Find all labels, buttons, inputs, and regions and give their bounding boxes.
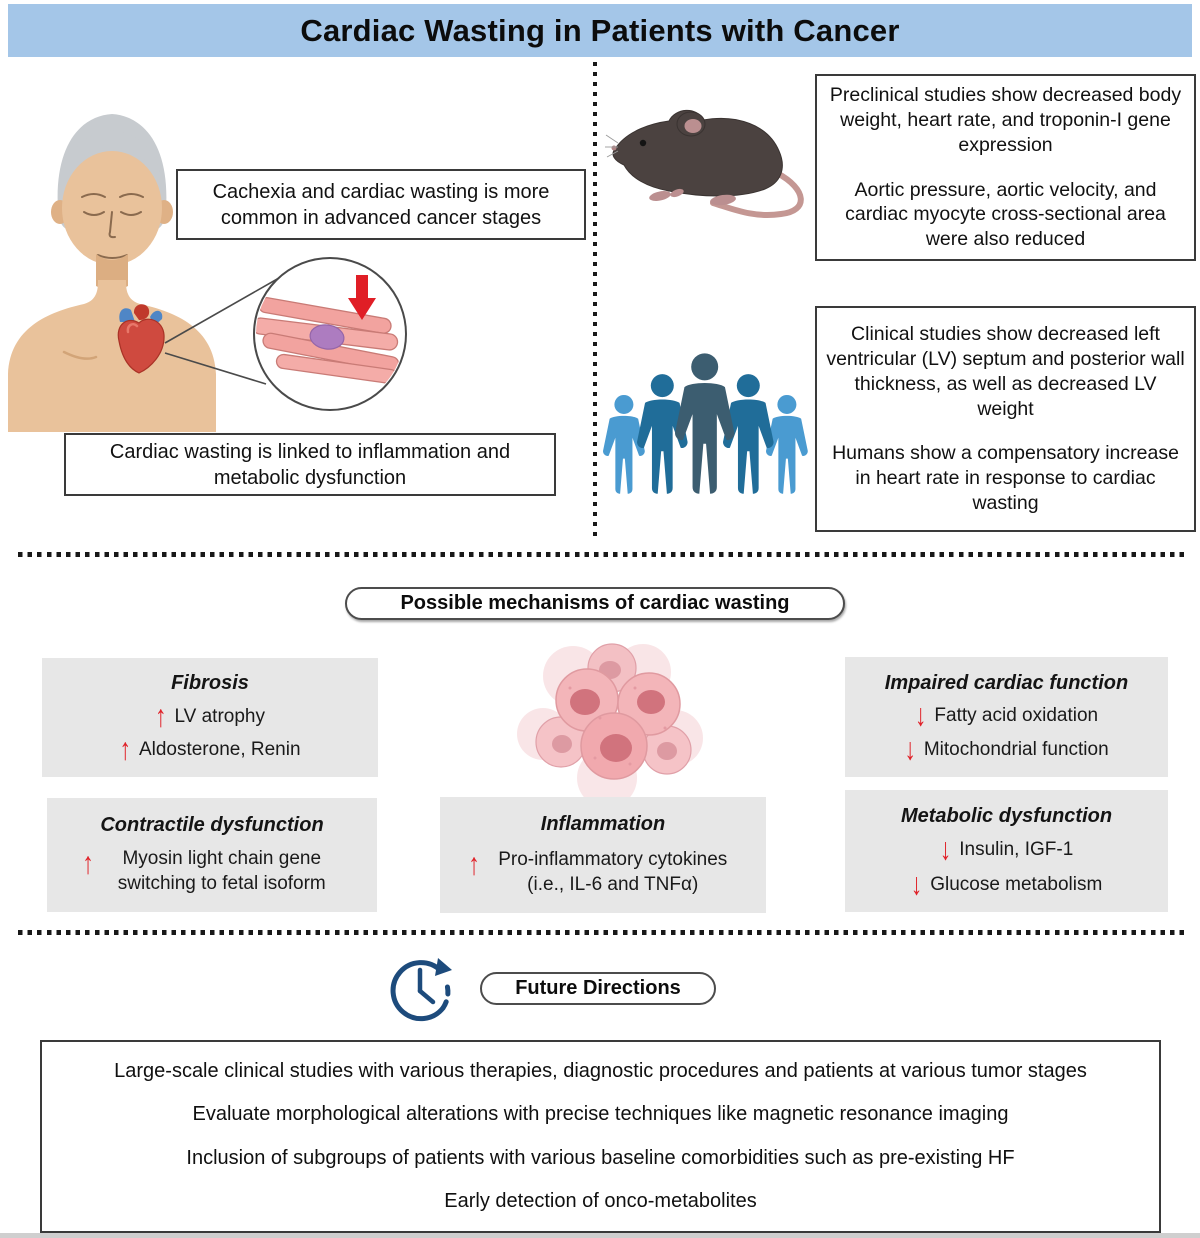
future-direction-item: Early detection of onco-metabolites xyxy=(444,1189,757,1212)
mechanism-item-text: Fatty acid oxidation xyxy=(934,705,1099,727)
up-arrow-icon: ↑ xyxy=(82,845,94,881)
inflammation-link-box xyxy=(64,433,556,496)
bottom-edge-strip xyxy=(0,1233,1200,1238)
mechanism-title: Inflammation xyxy=(540,813,666,836)
mechanism-box-inflammation xyxy=(440,797,766,913)
mechanism-item xyxy=(904,731,1109,767)
up-arrow-icon: ↑ xyxy=(119,731,131,767)
down-arrow-icon: ↓ xyxy=(904,731,916,767)
mechanism-item xyxy=(914,697,1099,733)
down-arrow-icon: ↓ xyxy=(910,865,923,902)
future-directions-header-text: Future Directions xyxy=(515,977,681,999)
mechanism-item-text: Glucose metabolism xyxy=(930,873,1103,895)
cancer-cells-illustration xyxy=(515,638,705,800)
future-directions-pill xyxy=(480,972,716,1005)
mechanism-box-metabolic-dysfunction xyxy=(845,790,1168,912)
mechanism-item-text: LV atrophy xyxy=(174,705,265,727)
mechanism-item-text: Mitochondrial function xyxy=(923,739,1109,761)
mechanism-item xyxy=(119,731,301,767)
preclinical-findings-box xyxy=(815,74,1196,261)
cachexia-statement-text: Cachexia and cardiac wasting is more common in advanced cancer stages xyxy=(212,180,550,229)
future-directions-box xyxy=(40,1040,1161,1233)
mechanism-title: Contractile dysfunction xyxy=(100,813,324,836)
mechanism-item-text: Myosin light chain gene switching to fetal isoform xyxy=(117,848,326,895)
down-arrow-icon: ↓ xyxy=(914,697,927,733)
mechanism-box-impaired-cardiac-function xyxy=(845,657,1168,777)
mechanism-title: Impaired cardiac function xyxy=(884,671,1129,694)
inflammation-link-text: Cardiac wasting is linked to inflammation and metabolic dysfunction xyxy=(109,440,511,489)
mechanism-item xyxy=(82,846,342,896)
mechanism-item xyxy=(468,847,738,897)
mechanism-item-text: Pro-inflammatory cytokines (i.e., IL-6 and TNFα) xyxy=(498,848,728,895)
mechanism-box-contractile-dysfunction xyxy=(47,798,377,912)
up-arrow-icon: ↑ xyxy=(155,698,167,734)
mouse-illustration xyxy=(605,93,810,221)
cachexia-statement-box xyxy=(176,169,586,240)
mechanism-item xyxy=(155,698,265,734)
future-direction-item: Inclusion of subgroups of patients with various baseline comorbidities such as pre-existing HF xyxy=(186,1146,1015,1169)
horizontal-dotted-divider-top xyxy=(18,552,1184,557)
clinical-paragraph-1: Clinical studies show decreased left ventricular (LV) septum and posterior wall thickness, as well as decreased LV weight xyxy=(826,323,1185,420)
mechanism-title: Fibrosis xyxy=(171,672,249,695)
mechanism-box-fibrosis xyxy=(42,658,378,777)
horizontal-dotted-divider-bottom xyxy=(18,930,1184,935)
page-title: Cardiac Wasting in Patients with Cancer xyxy=(300,12,900,48)
clinical-findings-box xyxy=(815,306,1196,532)
mechanism-item-text: Insulin, IGF-1 xyxy=(959,839,1074,861)
people-group-icon xyxy=(603,342,808,510)
down-arrow-icon: ↓ xyxy=(939,831,952,867)
future-direction-item: Large-scale clinical studies with various therapies, diagnostic procedures and patients at various tumor stages xyxy=(114,1060,1087,1083)
clinical-paragraph-2: Humans show a compensatory increase in heart rate in response to cardiac wasting xyxy=(832,442,1179,514)
up-arrow-icon: ↑ xyxy=(468,845,480,881)
mechanism-title: Metabolic dysfunction xyxy=(900,805,1113,828)
mechanisms-header-text: Possible mechanisms of cardiac wasting xyxy=(400,592,790,614)
mechanisms-header-pill xyxy=(345,587,845,620)
clock-icon xyxy=(386,951,458,1025)
mechanism-item xyxy=(910,865,1103,902)
elderly-patient-figure xyxy=(8,114,216,432)
future-direction-item: Evaluate morphological alterations with precise techniques like magnetic resonance imaging xyxy=(192,1103,1009,1126)
mechanism-item xyxy=(939,831,1074,867)
mechanism-item-text: Aldosterone, Renin xyxy=(138,739,301,761)
title-bar xyxy=(8,4,1192,57)
preclinical-paragraph-2: Aortic pressure, aortic velocity, and cardiac myocyte cross-sectional area were also reduced xyxy=(845,178,1166,250)
preclinical-paragraph-1: Preclinical studies show decreased body weight, heart rate, and troponin-I gene expression xyxy=(829,84,1182,156)
